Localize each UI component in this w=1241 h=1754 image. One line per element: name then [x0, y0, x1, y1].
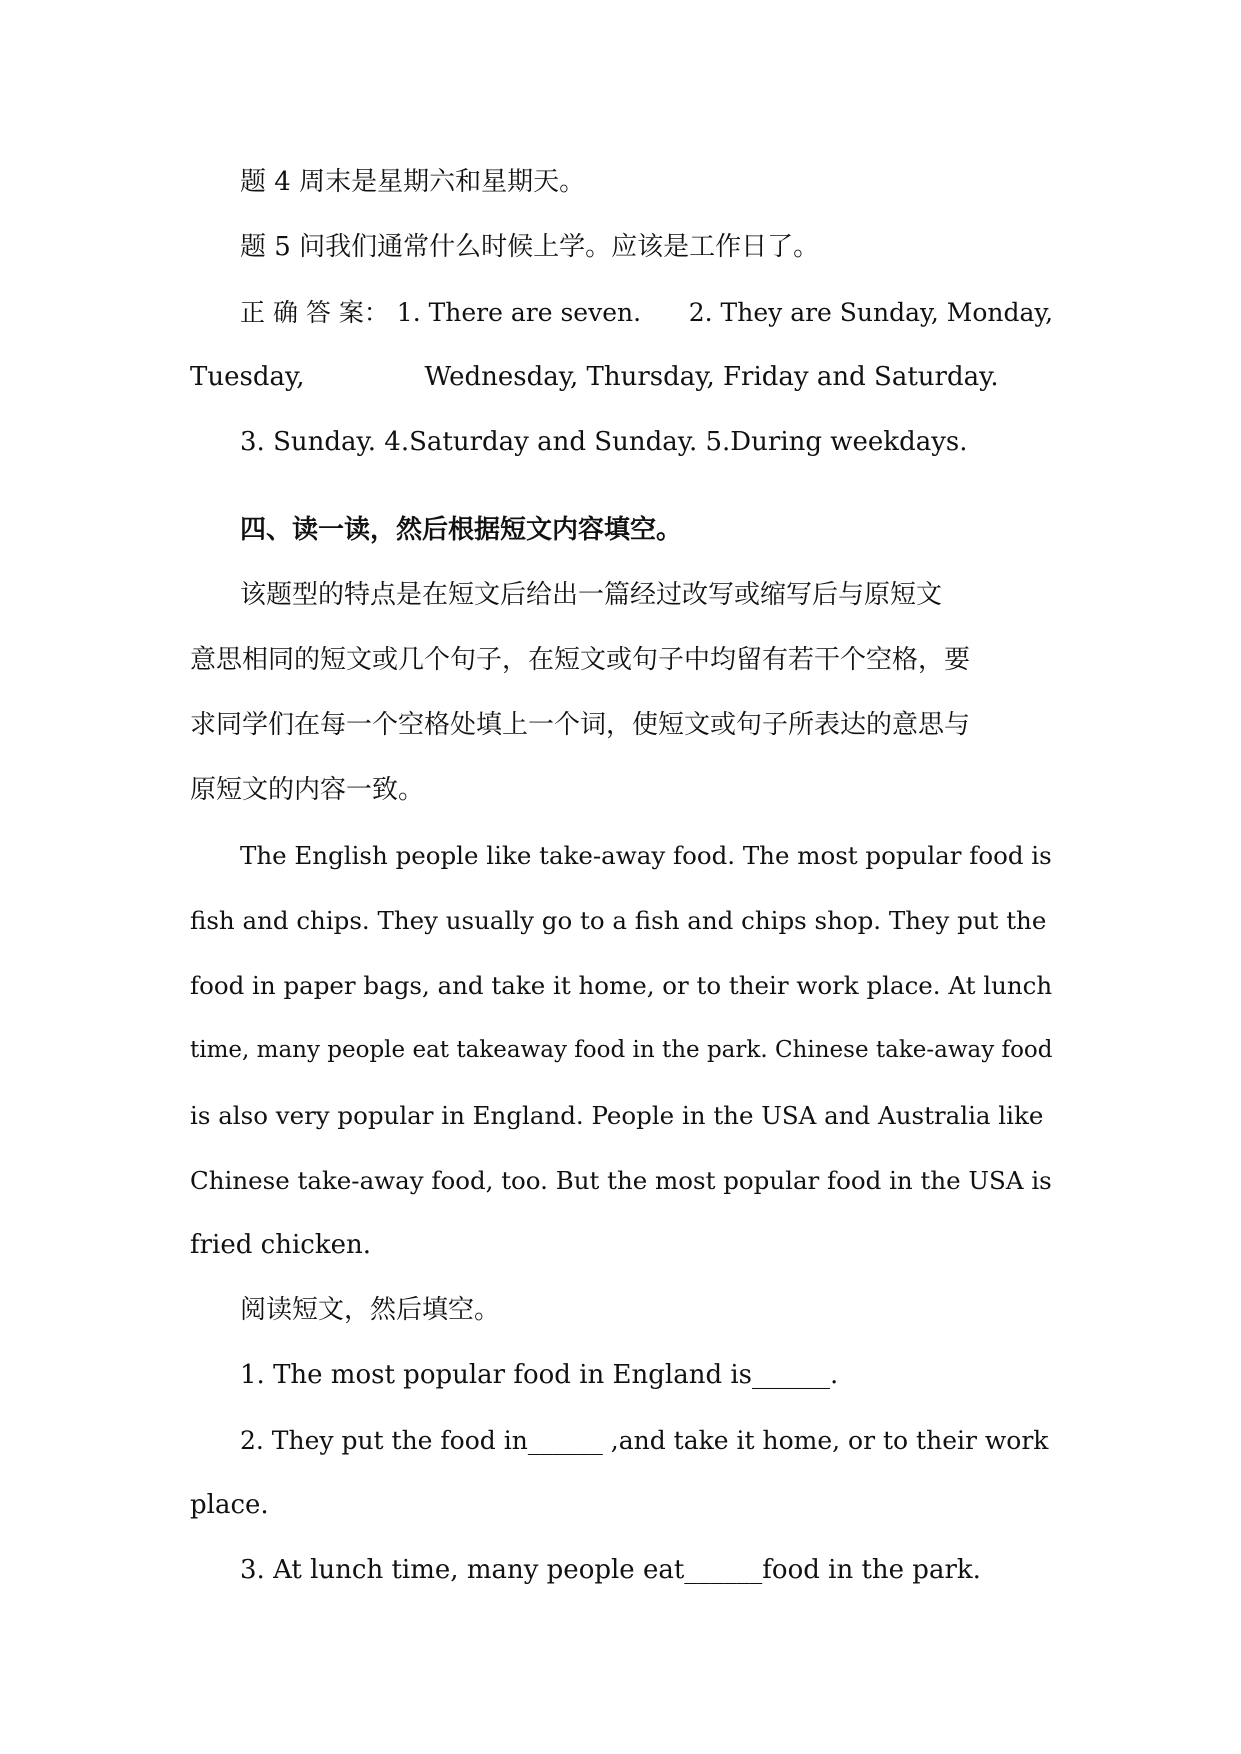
answers-line-3: 3. Sunday. 4.Saturday and Sunday. 5.During weekdays.: [240, 427, 968, 457]
answers-line-2: [190, 345, 1060, 410]
answer-2-first: 2. They are Sunday, Monday,: [688, 298, 1054, 327]
answer-2-cont-b: Wednesday, Thursday, Friday and Saturday.: [424, 362, 999, 392]
passage-line: fried chicken.: [190, 1230, 371, 1260]
instruction: 阅读短文，然后填空。: [240, 1295, 501, 1325]
answer-1: 1. There are seven.: [396, 298, 642, 327]
passage-line: is also very popular in England. People in the USA and Australia like: [190, 1101, 1044, 1130]
intro-line: 求同学们在每一个空格处填上一个词，使短文或句子所表达的意思与: [190, 710, 971, 740]
intro-line: 意思相同的短文或几个句子，在短文或句子中均留有若干个空格，要: [190, 645, 971, 675]
passage-line: food in paper bags, and take it home, or to their work place. At lunch: [190, 971, 1053, 1000]
hint-q4: 题 4 周末是星期六和星期天。: [240, 167, 586, 197]
hint-q5: 题 5 问我们通常什么时候上学。应该是工作日了。: [240, 232, 820, 262]
passage-line: Chinese take-away food, too. But the most popular food in the USA is: [190, 1166, 1052, 1195]
question-1: 1. The most popular food in England is______.: [240, 1360, 839, 1390]
question-2-cont: place.: [190, 1490, 269, 1520]
answer-2-cont-a: Tuesday,: [190, 362, 305, 392]
question-2: 2. They put the food in______ ,and take it home, or to their work: [240, 1426, 1049, 1455]
document-page: [190, 150, 1060, 1603]
intro-line: 原短文的内容一致。: [190, 775, 425, 805]
section-heading: 四、读一读，然后根据短文内容填空。: [240, 515, 683, 545]
intro-line: 该题型的特点是在短文后给出一篇经过改写或缩写后与原短文: [240, 580, 943, 610]
question-3: 3. At lunch time, many people eat______food in the park.: [240, 1555, 981, 1585]
passage-line: fish and chips. They usually go to a fish and chips shop. They put the: [190, 906, 1047, 935]
answers-line-1: [190, 280, 1060, 345]
passage-line: time, many people eat takeaway food in the park. Chinese take-away food: [190, 1037, 1053, 1063]
passage-line: The English people like take-away food. The most popular food is: [240, 841, 1052, 870]
answers-label: 正 确 答 案：: [240, 298, 389, 327]
